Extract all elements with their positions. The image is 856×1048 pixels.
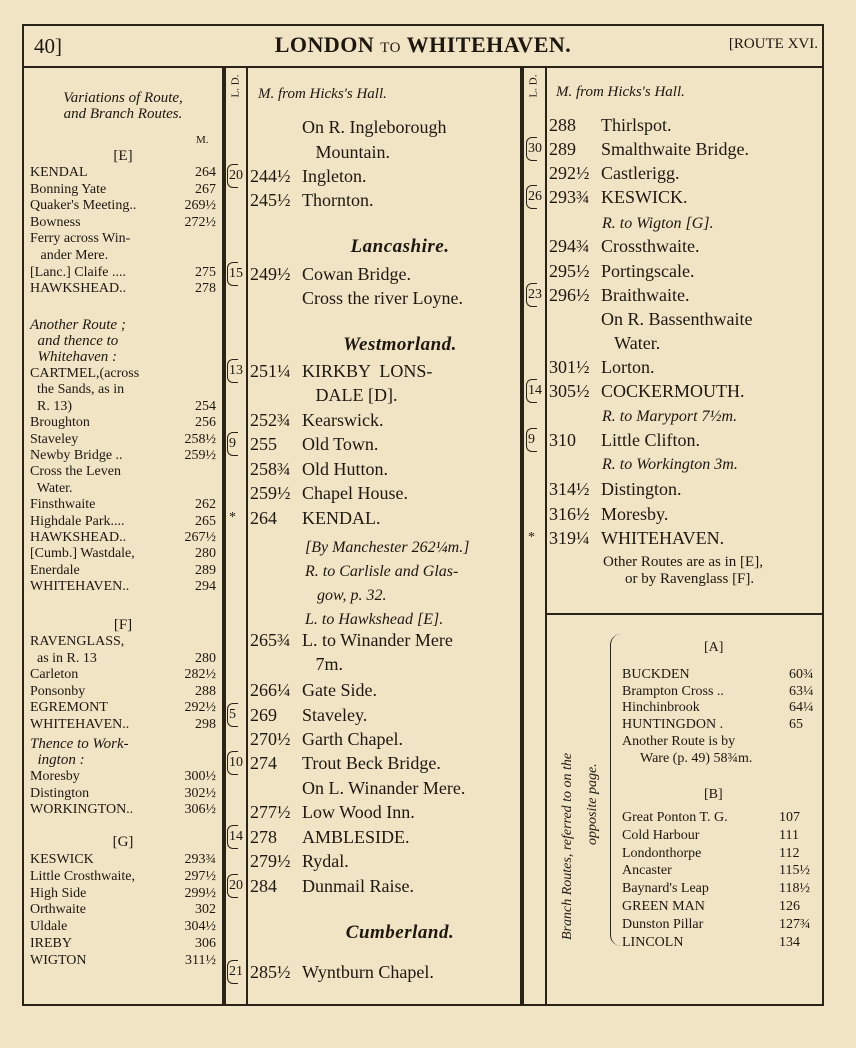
a-note-2: Ware (p. 49) 58¾m. — [640, 751, 753, 766]
section-a-label: [A] — [704, 640, 724, 655]
thence-2: ington : — [30, 752, 85, 768]
ld-bracket — [526, 379, 537, 403]
sidebar-item-miles: 297½ — [184, 868, 216, 884]
sidebar-item-name: Water. — [30, 480, 73, 496]
sidebar-item — [30, 530, 216, 547]
route-row-ld: 23 — [528, 287, 542, 302]
sidebar-item-miles: 282½ — [184, 667, 216, 683]
note-workington: R. to Workington 3m. — [602, 456, 738, 473]
sidebar-item-miles: 259½ — [184, 448, 216, 463]
route-row-miles: 279½ — [250, 851, 291, 871]
sidebar-item-miles: 300½ — [184, 769, 216, 784]
branch-item-name: Dunston Pillar — [622, 916, 704, 932]
county-cumberland: Cumberland. — [345, 922, 455, 943]
sidebar-item — [30, 802, 216, 819]
route-row-ld: 15 — [229, 266, 243, 281]
sidebar-item-miles: 294 — [195, 579, 216, 595]
route-row-ld: * — [528, 530, 535, 545]
branch-item-name: Cold Harbour — [622, 827, 700, 843]
sidebar-item-name: Quaker's Meeting.. — [30, 198, 137, 214]
rule-branch-top — [545, 613, 824, 615]
route-row-place: On L. Winander Mere. — [302, 778, 466, 798]
sidebar-item — [30, 448, 216, 465]
ld-bracket — [227, 262, 238, 286]
ld-bracket — [526, 185, 537, 209]
route-row-place: Garth Chapel. — [302, 729, 403, 749]
branch-item-name: Ancaster — [622, 863, 672, 879]
branch-item-name: Great Ponton T. G. — [622, 810, 728, 825]
sidebar-item — [30, 869, 216, 886]
route-row-miles: 259½ — [250, 483, 291, 503]
ld-bracket — [227, 703, 238, 727]
route-row-miles: 316½ — [549, 504, 590, 524]
sidebar-item — [30, 215, 216, 232]
another-route-3: Whitehaven : — [30, 349, 118, 365]
route-row-miles: 278 — [250, 827, 277, 847]
sidebar-item-name: WIGTON — [30, 952, 87, 968]
sidebar-item-name: Moresby — [30, 769, 80, 784]
branch-item-name: Londonthorpe — [622, 845, 702, 861]
sidebar-item-miles: 289 — [195, 562, 216, 578]
sidebar-item-miles: 256 — [195, 415, 216, 431]
route-row-place: Old Town. — [302, 434, 379, 454]
sidebar-item-name: [Cumb.] Wastdale, — [30, 546, 135, 562]
ld-label-2: L. D. — [527, 74, 540, 98]
ld-bracket — [526, 428, 537, 452]
ld-bracket — [227, 751, 238, 775]
ld-bracket — [227, 359, 238, 383]
sidebar-item-name: KENDAL — [30, 165, 88, 180]
route-row-place: Ingleton. — [302, 166, 367, 186]
branch-item-miles: 107 — [779, 810, 800, 825]
route-row-place: Cross the river Loyne. — [302, 288, 463, 308]
sidebar-item-miles: 293¾ — [184, 852, 216, 867]
sidebar-item-name: Ferry across Win- — [30, 231, 131, 247]
route-row-ld: 20 — [229, 878, 243, 893]
route-row-place: 7m. — [302, 654, 344, 674]
sidebar-item-name: Finsthwaite — [30, 497, 96, 513]
route-row-ld: 14 — [528, 383, 542, 398]
sidebar-item-name: R. 13) — [30, 398, 72, 414]
route-row-place: Gate Side. — [302, 680, 377, 700]
another-route-1: Another Route ; — [30, 317, 126, 333]
sidebar-item-name: WORKINGTON.. — [30, 802, 134, 818]
sidebar-item-name: EGREMONT — [30, 700, 108, 716]
main2-col-heading: M. from Hicks's Hall. — [556, 84, 685, 100]
sidebar-item-miles: 302 — [195, 902, 216, 918]
rule-main2-thick — [520, 68, 524, 1004]
route-row-place: Rydal. — [302, 851, 349, 871]
sidebar-item — [30, 634, 216, 651]
route-row-miles: 285½ — [250, 962, 291, 982]
sidebar-item — [30, 481, 216, 498]
page-number: 40] — [34, 34, 62, 58]
branch-item-miles: 63¼ — [789, 683, 814, 699]
sidebar-item — [30, 886, 216, 903]
branch-item-name: Hinchinbrook — [622, 700, 700, 715]
route-row-miles: 258¾ — [250, 459, 291, 479]
route-row-place: WHITEHAVEN. — [601, 528, 725, 548]
ld-bracket — [227, 432, 238, 456]
route-row-miles: 277½ — [250, 802, 291, 822]
sidebar-item — [30, 432, 216, 449]
route-row-place: DALE [D]. — [302, 385, 398, 405]
sidebar-item-name: Enerdale — [30, 562, 80, 578]
sidebar-item — [30, 717, 216, 734]
note-carlisle: R. to Carlisle and Glas- — [305, 563, 459, 580]
sidebar-item-miles: 288 — [195, 683, 216, 699]
route-row-miles: 274 — [250, 753, 277, 773]
branch-item-miles: 112 — [779, 845, 800, 861]
sidebar-item-miles: 280 — [195, 650, 216, 666]
route-row-place: Dunmail Raise. — [302, 876, 414, 896]
sidebar-item — [30, 165, 216, 182]
route-row-place: Distington. — [601, 479, 682, 499]
sidebar-item — [30, 399, 216, 416]
note-by-manchester: [By Manchester 262¼m.] — [305, 539, 470, 556]
sidebar-item — [30, 953, 216, 970]
route-row-miles: 301½ — [549, 357, 590, 377]
sidebar-item-miles: 275 — [195, 264, 216, 280]
branch-item-name: Baynard's Leap — [622, 881, 709, 897]
sidebar-item-miles: 311½ — [185, 952, 216, 968]
branch-item-miles: 65 — [789, 716, 803, 732]
route-row-ld: 26 — [528, 189, 542, 204]
route-label: [ROUTE XVI. — [728, 36, 818, 52]
sidebar-item — [30, 281, 216, 298]
sidebar-heading-1: Variations of Route, — [63, 90, 183, 106]
sidebar-item — [30, 366, 216, 383]
rule-branch-left — [545, 613, 547, 1004]
route-row-miles: 305½ — [549, 381, 590, 401]
sidebar-item — [30, 231, 216, 248]
route-row-place: Cowan Bridge. — [302, 264, 411, 284]
other-routes-2: or by Ravenglass [F]. — [625, 571, 755, 587]
route-row-ld: 14 — [229, 829, 243, 844]
route-row-miles: 296½ — [549, 285, 590, 305]
branch-item-miles: 127¾ — [779, 916, 811, 932]
route-row-place: Smalthwaite Bridge. — [601, 139, 749, 159]
route-row-place: Water. — [601, 333, 661, 353]
sidebar-item-miles: 264 — [195, 165, 216, 180]
sidebar-m-label: M. — [196, 134, 209, 146]
rule-main1-ld — [246, 68, 248, 1004]
sidebar-item-miles: 278 — [195, 281, 216, 297]
route-row-place: Lorton. — [601, 357, 655, 377]
sidebar-item-miles: 258½ — [184, 431, 216, 447]
route-row-miles: 294¾ — [549, 236, 590, 256]
sidebar-item-name: Broughton — [30, 415, 90, 431]
sidebar-item-miles: 302½ — [184, 785, 216, 801]
note-hawkshead: L. to Hawkshead [E]. — [305, 611, 444, 628]
route-row-place: Kearswick. — [302, 410, 384, 430]
sidebar-item-name: as in R. 13 — [30, 650, 97, 666]
rule-main2-ld — [545, 68, 547, 613]
branch-item-name: HUNTINGDON . — [622, 716, 724, 732]
a-note-1: Another Route is by — [622, 734, 736, 749]
sidebar-item — [30, 546, 216, 563]
sidebar-item-miles: 304½ — [184, 919, 216, 935]
branch-bracket — [610, 634, 621, 946]
route-row-ld: 30 — [528, 141, 542, 156]
rule-sidebar-thick — [222, 68, 226, 1004]
branch-vertical-1: Branch Routes, referred to on the — [560, 752, 575, 940]
route-row-ld: 10 — [229, 755, 243, 770]
sidebar-item-miles: 292½ — [184, 700, 216, 716]
sidebar-item-name: KESWICK — [30, 852, 94, 867]
route-row-place: COCKERMOUTH. — [601, 381, 745, 401]
route-row-miles: 288 — [549, 115, 576, 135]
another-route-2: and thence to — [30, 333, 119, 349]
section-g-label: [G] — [112, 834, 134, 850]
sidebar-item-miles: 272½ — [184, 214, 216, 230]
sidebar-item — [30, 579, 216, 596]
ld-bracket — [227, 960, 238, 984]
sidebar-item-name: HAWKSHEAD.. — [30, 530, 127, 545]
sidebar-item-name: Distington — [30, 785, 90, 801]
sidebar-item-miles: 267 — [195, 181, 216, 197]
route-row-miles: 289 — [549, 139, 576, 159]
note-maryport: R. to Maryport 7½m. — [602, 408, 738, 425]
county-lancashire: Lancashire. — [350, 236, 450, 257]
sidebar-item — [30, 382, 216, 399]
route-row-place: On R. Bassenthwaite — [601, 309, 753, 329]
thence-1: Thence to Work- — [30, 736, 129, 752]
route-row-place: L. to Winander Mere — [302, 630, 453, 650]
ld-bracket — [227, 874, 238, 898]
county-westmorland: Westmorland. — [343, 334, 457, 355]
route-row-miles: 264 — [250, 508, 277, 528]
page-header — [22, 24, 824, 68]
sidebar-item-name: ander Mere. — [30, 248, 109, 263]
route-row-ld: 13 — [229, 363, 243, 378]
route-row-place: Chapel House. — [302, 483, 408, 503]
note-wigton: R. to Wigton [G]. — [602, 215, 714, 232]
branch-item-miles: 111 — [779, 827, 799, 843]
sidebar-item — [30, 936, 216, 953]
route-row-ld: 21 — [229, 964, 243, 979]
sidebar-item-name: HAWKSHEAD.. — [30, 281, 127, 297]
sidebar-item-miles: 265 — [195, 513, 216, 529]
route-row-miles: 245½ — [250, 190, 291, 210]
route-row-miles: 269 — [250, 705, 277, 725]
route-row-place: KESWICK. — [601, 187, 688, 207]
route-row-miles: 255 — [250, 434, 277, 454]
sidebar-item-name: WHITEHAVEN.. — [30, 579, 130, 595]
route-row-ld: 20 — [229, 168, 243, 183]
route-row-place: Braithwaite. — [601, 285, 690, 305]
sidebar-item — [30, 198, 216, 215]
route-row-place: Little Clifton. — [601, 430, 700, 450]
route-row-place: Portingscale. — [601, 261, 695, 281]
route-row-miles: 266¼ — [250, 680, 291, 700]
sidebar-item-miles: 262 — [195, 497, 216, 513]
route-row-place: KIRKBY LONS- — [302, 361, 433, 381]
route-row-place: Mountain. — [302, 142, 390, 162]
route-row-place: Trout Beck Bridge. — [302, 753, 441, 773]
route-row-miles: 251¼ — [250, 361, 291, 381]
sidebar-item-miles: 306½ — [184, 802, 216, 818]
sidebar-heading-2: and Branch Routes. — [63, 106, 183, 122]
sidebar-item — [30, 265, 216, 282]
branch-item-miles: 64¼ — [789, 700, 814, 715]
route-row-ld: 9 — [528, 432, 535, 447]
sidebar-item-name: IREBY — [30, 936, 72, 951]
route-row-place: AMBLESIDE. — [302, 827, 410, 847]
sidebar-item-miles: 298 — [195, 717, 216, 732]
route-row-ld: 9 — [229, 436, 236, 451]
sidebar-item-name: Uldale — [30, 919, 68, 935]
sidebar-item — [30, 786, 216, 803]
sidebar-item-name: Newby Bridge .. — [30, 448, 123, 463]
route-row-miles: 252¾ — [250, 410, 291, 430]
sidebar-item-name: Bonning Yate — [30, 181, 107, 197]
route-row-miles: 314½ — [549, 479, 590, 499]
branch-item-miles: 60¾ — [789, 667, 814, 682]
sidebar-item-name: the Sands, as in — [30, 382, 125, 398]
route-row-miles: 293¾ — [549, 187, 590, 207]
route-row-ld: 5 — [229, 707, 236, 722]
sidebar-item-name: High Side — [30, 885, 87, 901]
ld-bracket — [526, 137, 537, 161]
route-row-place: Staveley. — [302, 705, 368, 725]
sidebar-item-name: Carleton — [30, 667, 79, 683]
sidebar-item-name: Highdale Park.... — [30, 513, 125, 529]
sidebar-item-name: Ponsonby — [30, 683, 86, 699]
route-row-miles: 270½ — [250, 729, 291, 749]
sidebar-item-name: Cross the Leven — [30, 464, 121, 480]
sidebar-item-name: Orthwaite — [30, 902, 86, 918]
sidebar-item-name: RAVENGLASS, — [30, 634, 125, 649]
sidebar-item — [30, 769, 216, 786]
page-title: LONDON TO WHITEHAVEN. — [274, 32, 572, 57]
sidebar-item — [30, 902, 216, 919]
sidebar-item — [30, 667, 216, 684]
route-row-miles: 244½ — [250, 166, 291, 186]
route-row-place: Wyntburn Chapel. — [302, 962, 434, 982]
note-glasgow: gow, p. 32. — [305, 587, 387, 604]
sidebar-item-miles: 267½ — [184, 530, 216, 545]
sidebar-item — [30, 514, 216, 531]
ld-bracket — [526, 283, 537, 307]
sidebar-item — [30, 182, 216, 199]
branch-item-miles: 118½ — [779, 881, 810, 897]
sidebar-item-name: WHITEHAVEN.. — [30, 717, 130, 732]
route-row-place: Crossthwaite. — [601, 236, 700, 256]
sidebar-item — [30, 919, 216, 936]
branch-item-name: BUCKDEN — [622, 667, 690, 682]
route-row-miles: 284 — [250, 876, 277, 896]
sidebar-item-name: Bowness — [30, 214, 81, 230]
route-row-miles: 265¾ — [250, 630, 291, 650]
branch-item-miles: 115½ — [779, 863, 810, 879]
route-row-miles: 292½ — [549, 163, 590, 183]
route-row-place: Thirlspot. — [601, 115, 672, 135]
other-routes-1: Other Routes are as in [E], — [603, 554, 763, 570]
sidebar-item-name: Staveley — [30, 431, 79, 447]
sidebar-item-name: CARTMEL,(across — [30, 366, 140, 381]
section-b-label: [B] — [704, 787, 723, 802]
route-row-miles: 295½ — [549, 261, 590, 281]
route-row-place: Thornton. — [302, 190, 374, 210]
sidebar-item-miles: 280 — [195, 546, 216, 562]
sidebar-item-miles: 306 — [195, 936, 216, 951]
route-row-place: Moresby. — [601, 504, 669, 524]
sidebar-item — [30, 651, 216, 668]
sidebar-item — [30, 563, 216, 580]
main1-col-heading: M. from Hicks's Hall. — [258, 86, 387, 102]
sidebar-item-miles: 254 — [195, 398, 216, 414]
route-row-place: KENDAL. — [302, 508, 381, 528]
sidebar-item — [30, 497, 216, 514]
route-row-place: Old Hutton. — [302, 459, 389, 479]
branch-item-name: GREEN MAN — [622, 899, 705, 914]
sidebar-item — [30, 700, 216, 717]
sidebar-item — [30, 415, 216, 432]
sidebar-item-miles: 269½ — [184, 198, 216, 214]
sidebar-item — [30, 248, 216, 265]
section-f-label: [F] — [113, 617, 133, 633]
ld-label-1: L. D. — [229, 74, 242, 98]
sidebar-item — [30, 464, 216, 481]
branch-item-miles: 126 — [779, 899, 800, 914]
sidebar-item — [30, 684, 216, 701]
route-row-place: Low Wood Inn. — [302, 802, 415, 822]
branch-item-miles: 134 — [779, 934, 800, 950]
sidebar-item-name: Little Crosthwaite, — [30, 868, 135, 884]
sidebar-item — [30, 852, 216, 869]
branch-item-name: LINCOLN — [622, 934, 684, 950]
route-row-miles: 319¼ — [549, 528, 590, 548]
branch-item-name: Brampton Cross .. — [622, 683, 724, 699]
branch-vertical-2: opposite page. — [585, 763, 600, 845]
sidebar-item-miles: 299½ — [184, 885, 216, 901]
route-row-ld: * — [229, 510, 236, 525]
sidebar-item-name: [Lanc.] Claife .... — [30, 264, 127, 280]
route-row-place: On R. Ingleborough — [302, 117, 447, 137]
route-row-miles: 249½ — [250, 264, 291, 284]
ld-bracket — [227, 164, 238, 188]
section-e-label: [E] — [113, 148, 133, 164]
ld-bracket — [227, 825, 238, 849]
route-row-place: Castlerigg. — [601, 163, 680, 183]
route-row-miles: 310 — [549, 430, 576, 450]
